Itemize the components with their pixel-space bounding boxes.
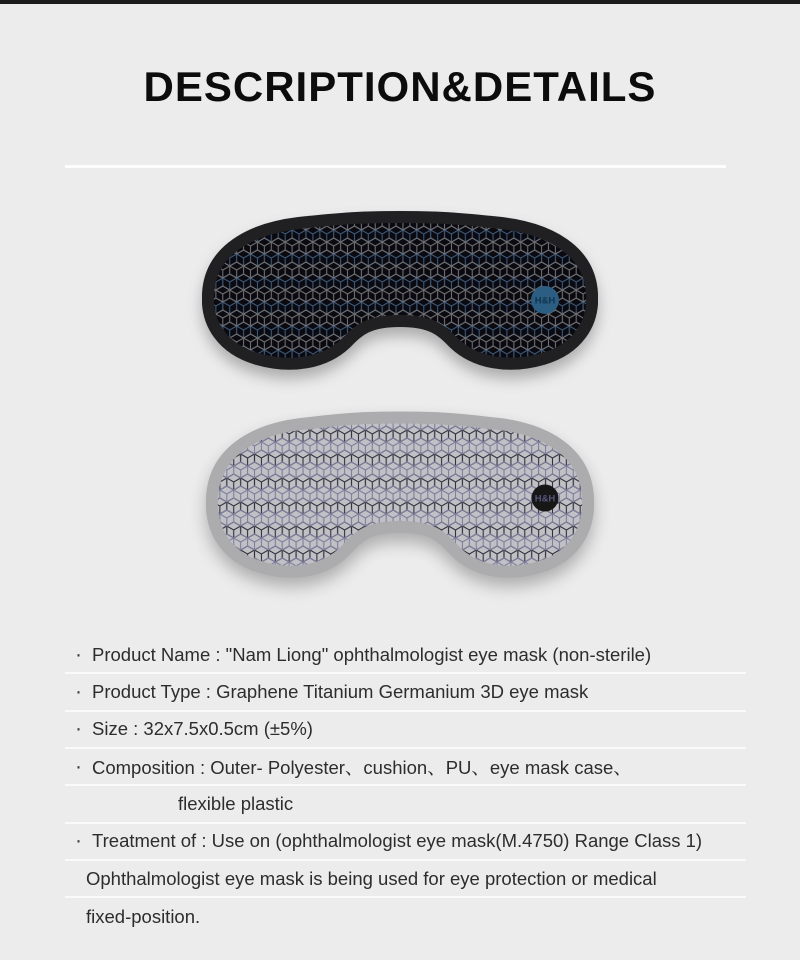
brand-badge	[532, 485, 559, 512]
detail-text: fixed-position.	[86, 905, 201, 927]
brand-badge-label: H&H	[534, 295, 556, 307]
bullet-dot: ·	[75, 829, 82, 853]
bullet-dot: ·	[75, 679, 82, 703]
brand-badge	[531, 286, 559, 314]
detail-row-size	[65, 712, 746, 749]
detail-text: Treatment of : Use on (ophthalmologist eye mask(M.4750) Range Class 1)	[92, 830, 703, 852]
detail-row-composition	[65, 749, 746, 786]
black-mask-shape	[208, 217, 592, 364]
detail-text: Product Name : "Nam Liong" ophthalmologist eye mask (non-sterile)	[92, 643, 652, 665]
detail-text: Size : 32x7.5x0.5cm (±5%)	[92, 718, 313, 740]
bullet-dot: ·	[75, 642, 82, 666]
detail-row-treatment	[65, 824, 746, 861]
detail-row-composition-continued	[65, 786, 746, 823]
page-title: DESCRIPTION&DETAILS	[143, 63, 657, 110]
detail-row-treatment-continued	[65, 861, 746, 898]
detail-row-product-type	[65, 674, 746, 711]
black-eye-mask-image	[202, 210, 598, 380]
top-accent-bar	[0, 0, 800, 4]
detail-row-treatment-end	[65, 898, 746, 935]
bullet-dot: ·	[75, 754, 82, 778]
detail-text: flexible plastic	[178, 792, 294, 814]
bullet-dot: ·	[75, 717, 82, 741]
detail-text: Composition : Outer- Polyester、cushion、PU、eye mask case、	[92, 756, 632, 778]
gray-eye-mask-image	[206, 410, 594, 592]
detail-text: Ophthalmologist eye mask is being used for eye protection or medical	[86, 867, 657, 889]
detail-row-product-name	[65, 637, 746, 674]
brand-badge-label: H&H	[534, 493, 556, 505]
title-underline	[65, 165, 726, 168]
gray-mask-shape	[212, 418, 588, 572]
detail-text: Product Type : Graphene Titanium Germanium 3D eye mask	[92, 680, 589, 702]
details-list	[65, 637, 746, 936]
